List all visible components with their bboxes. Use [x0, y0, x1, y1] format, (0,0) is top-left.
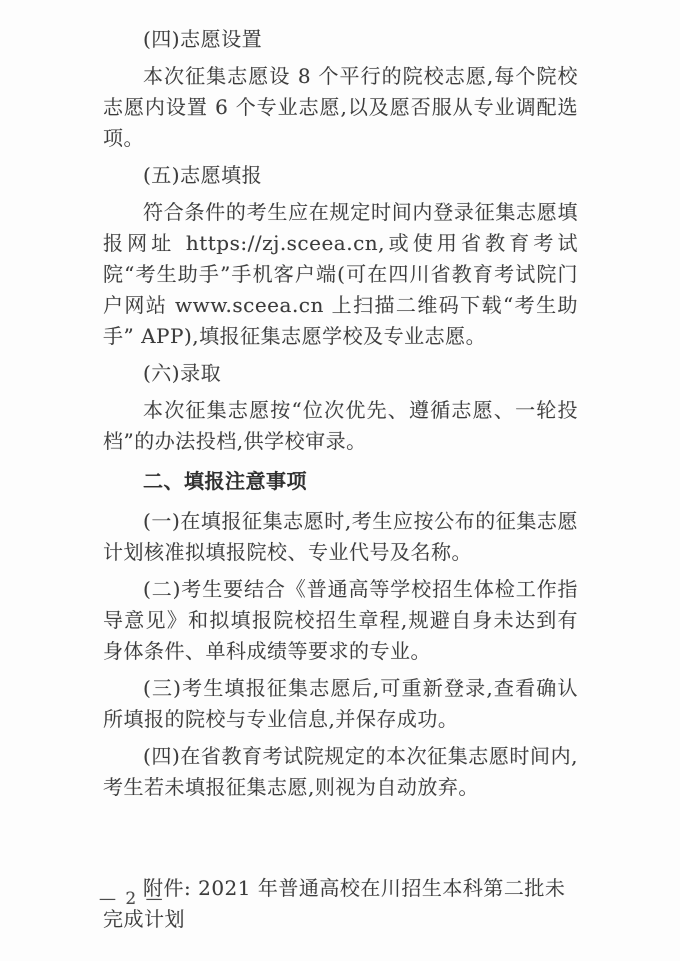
paragraph-volunteer-filing: 符合条件的考生应在规定时间内登录征集志愿填报网址 https://zj.sceea.cn,或使用省教育考试院“考生助手”手机客户端(可在四川省教育考试院门户网站 www.sceea.cn 上扫描二维码下载“考生助手” APP),填报征集志愿学校及专业志愿。 [103, 200, 578, 348]
section-subheading-admission: (六)录取 [143, 361, 222, 385]
paragraph-note-3: (三)考生填报征集志愿后,可重新登录,查看确认所填报的院校与专业信息,并保存成功。 [103, 676, 578, 731]
paragraph-note-4: (四)在省教育考试院规定的本次征集志愿时间内,考生若未填报征集志愿,则视为自动放弃。 [103, 744, 578, 799]
paragraph-note-2: (二)考生要结合《普通高等学校招生体检工作指导意见》和拟填报院校招生章程,规避自身未达到有身体条件、单科成绩等要求的专业。 [103, 577, 578, 663]
section-subheading-volunteer-filing: (五)志愿填报 [143, 163, 263, 187]
paragraph-note-1: (一)在填报征集志愿时,考生应按公布的征集志愿计划核准拟填报院校、专业代号及名称。 [103, 509, 578, 564]
paragraph-admission: 本次征集志愿按“位次优先、遵循志愿、一轮投档”的办法投档,供学校审录。 [103, 398, 578, 453]
document-body [103, 24, 578, 941]
paragraph-volunteer-setup: 本次征集志愿设 8 个平行的院校志愿,每个院校志愿内设置 6 个专业志愿,以及愿否服从专业调配选项。 [103, 64, 578, 150]
section-heading-filing-notes: 二、填报注意事项 [143, 471, 307, 493]
section-subheading-volunteer-setup: (四)志愿设置 [143, 27, 263, 51]
attachment-line: 附件: 2021 年普通高校在川招生本科第二批未完成计划 [103, 876, 566, 931]
page-number: — 2 — [99, 889, 165, 909]
